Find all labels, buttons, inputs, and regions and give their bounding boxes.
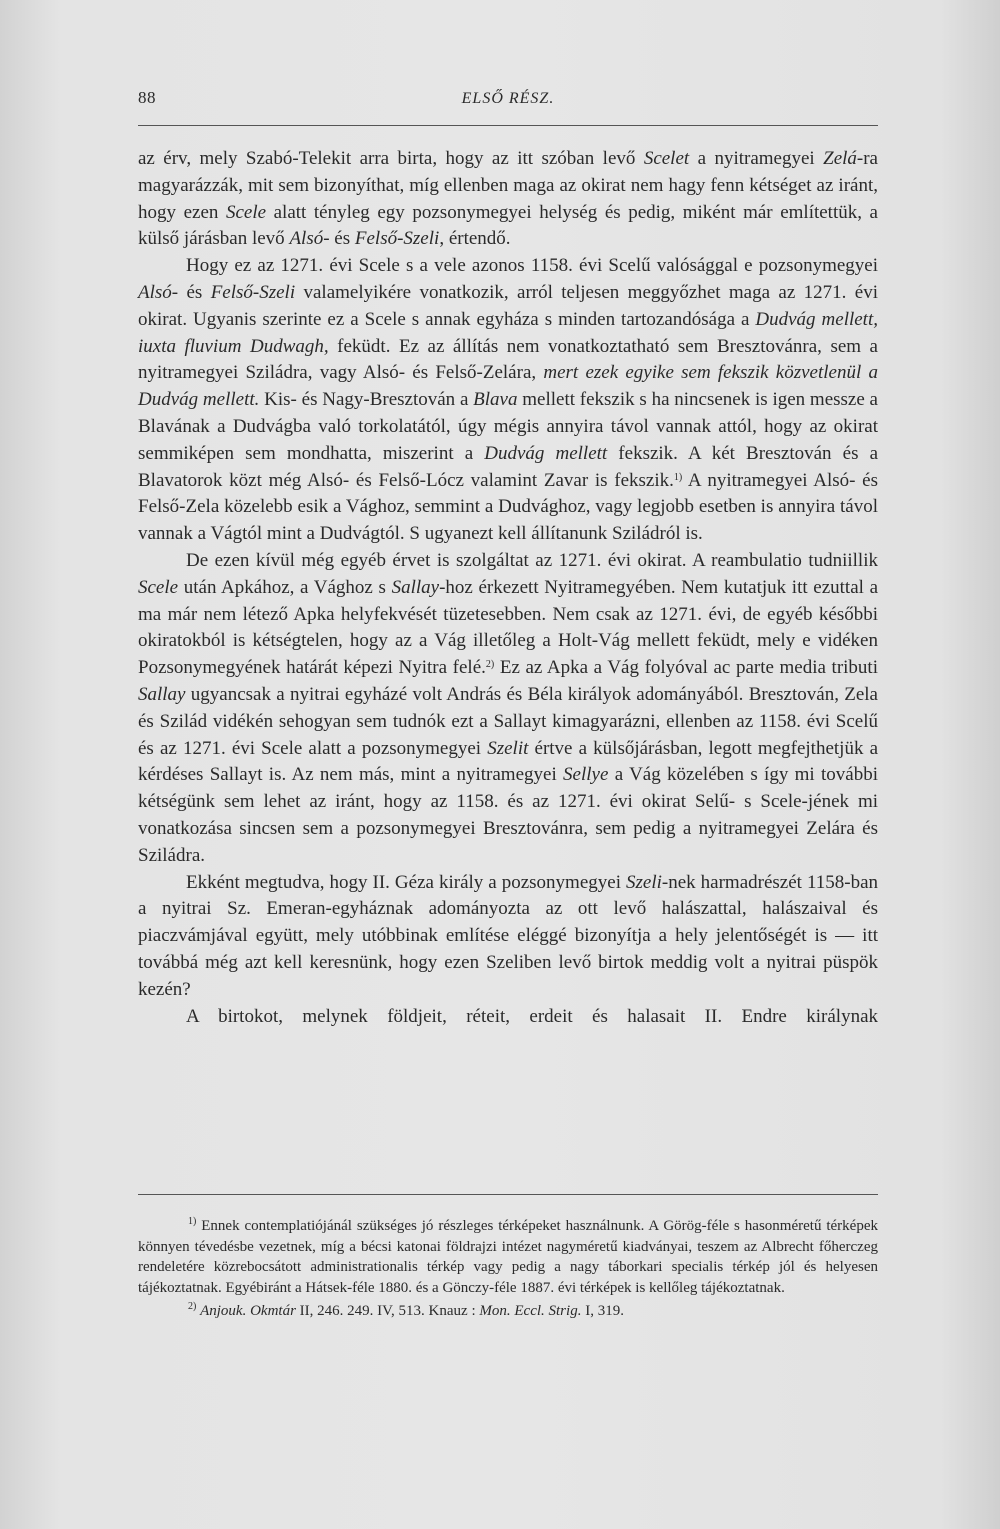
footnote-2 [138,1301,878,1322]
italic-run: Mon. Eccl. Strig. [479,1303,582,1319]
text-run: és [329,228,355,250]
text-run: Ez az Apka a Vág folyóval ac parte media tributi [494,657,878,679]
italic-run: Sallay [391,576,440,598]
footnote-ref: 2) [188,1301,197,1312]
running-title: ELSŐ RÉSZ. [461,90,555,107]
italic-run: Felső-Szeli [354,228,440,250]
italic-run: Sellye [563,764,609,786]
paragraph-5 [138,1004,878,1031]
text-run: ugyancsak a nyitrai egyházé volt András és Béla királyok adományából. Bresztován, Zela és Szilád vidékén sehogyan sem tudnók ezt a Sallayt kimagyarázni, ellenben az 1158. évi Scelű és az 1271. évi Scele alatt a pozsonymegyei [138,683,878,759]
footnotes [138,1216,878,1322]
italic-run: mert ezek egyike sem fekszik közvetlenül a Dudvág mellett. [138,362,878,411]
text-run: mellett fekszik s ha nincsenek is igen messze a Blavának a Dudvágba való torkolatától, úgy mégis annyira távol vannak attól, hogy az okirat semmiképen sem mondhatta, miszerint a [138,389,878,464]
text-run: -ra magyarázzák, mit sem bizonyíthat, míg ellenben maga az okirat nem hagy fenn kétséget az iránt, hogy ezen [138,148,878,223]
footnote-ref: 1) [188,1216,197,1227]
italic-run: Sallay [138,683,186,705]
italic-run: Zelá [823,148,857,169]
italic-run: Szeli [626,871,662,893]
italic-run: Alsó- [138,281,179,303]
italic-run: Szelit [487,737,529,759]
paragraph-4 [138,870,878,1004]
text-run: De ezen kívül még egyéb érvet is szolgáltat az 1271. évi okirat. A reambulatio tudniillik [186,549,878,571]
italic-run: Anjouk. Okmtár [200,1303,296,1319]
text-run: és [178,281,211,303]
italic-run: Scele [225,201,267,223]
paragraph-2 [138,253,878,548]
italic-run: Scele [138,576,179,598]
footnote-ref: 1) [673,471,683,483]
text-run: I, 319. [581,1303,624,1319]
italic-run: Dudvág mellett [484,442,608,464]
main-text [138,146,878,1030]
text-run: A nyitramegyei Alsó- és Felső-Zela közelebb esik a Vághoz, semmint a Dudvághoz, vagy legjobb esetben is annyira távol vannak a Vágtól mint a Dudvágtól. S ugyanezt kell állítanunk Sziládról is. [138,469,879,545]
text-run: értve a külsőjárásban, legott megfejthetjük a kérdéses Sallayt is. Az nem más, mint a nyitramegyei [138,737,879,786]
text-run: -nek harmadrészét 1158-ban a nyitrai Sz. Emeran-egyháznak adományozta az ott levő halászattal, halászaival és piaczvámjával együtt, mely utóbbinak említése eléggé bizonyítja a hely jelentőségét is — itt továbbá még azt kell keresnünk, hogy ezen Szeliben levő birtok meddig volt a nyitrai püspök kezén? [138,871,878,1000]
italic-run: Blava [473,389,518,411]
text-run: után Apkához, a Vághoz s [178,576,392,598]
text-run: Hogy ez az 1271. évi Scele s a vele azonos 1158. évi Scelű valósággal e pozsonymegyei [186,255,878,277]
text-run: , értendő. [439,228,511,250]
italic-run: Felső-Szeli [210,281,296,303]
text-run: Ennek contemplatiójánál szükséges jó részleges térképeket használnunk. A Görög-féle s hasonméretű térképek könnyen tévedésbe vezetnek, míg a bécsi katonai földrajzi intézet nagyméretű kiadványai, teszem az Albrecht főherczeg rendeletére közrebocsátott administrationalis térkép vagy pedig a nagy táborkari specialis térkép jól és helyesen tájékoztatnak. Egyébiránt a Hátsek-féle 1880. és a Gönczy-féle 1887. évi térképek is kellőleg tájékoztatnak. [138,1218,878,1296]
footnote-1 [138,1216,878,1298]
text-run: A birtokot, melynek földjeit, réteit, erdeit és halasait II. Endre királynak [186,1005,878,1027]
text-run: valamelyikére vonatkozik, arról teljesen meggyőzhet maga az 1271. évi okirat. Ugyanis szerinte ez a Scele s annak egyháza s minden tartozandósága a [138,281,878,330]
text-run: feküdt. Ez az állítás nem vonatkoztatható sem Bresztovánra, sem a nyitramegyei Sziládra, vagy Alsó- és Felső-Zelára, [138,335,878,384]
italic-run: Dudvág mellett, iuxta fluvium Dudwagh, [138,308,878,357]
italic-run: Scelet [643,148,690,169]
text-run: alatt tényleg egy pozsonymegyei helység és pedig, miként már említettük, a külső járásban levő [138,201,878,250]
paragraph-1 [138,146,878,253]
footnote-rule [138,1194,878,1195]
text-run: II, 246. 249. IV, 513. Knauz : [295,1303,480,1319]
text-run: a Vág közelében s így mi további kétségünk sem lehet az iránt, hogy az 1158. és az 1271. évi okirat Selű- s Scele-jének mi vonatkozása sincsen sem a pozsonymegyei Bresztovánra, sem pedig a nyitramegyei Zelára és Sziládra. [138,764,878,866]
text-run: az érv, mely Szabó-Telekit arra birta, hogy az itt szóban levő [138,148,644,169]
text-run: a nyitramegyei [689,148,824,169]
header-rule [138,125,878,126]
footnote-ref: 2) [485,659,495,671]
text-run: Ekként megtudva, hogy II. Géza király a pozsonymegyei [186,871,626,893]
text-run: -hoz érkezett Nyitramegyében. Nem kutatjuk itt ezuttal a ma már nem létező Apka helyfekvését tüzetesebben. Nem csak az 1271. évi, de egyéb későbbi okiratokból is kétségtelen, hogy az a Vág illetőleg a Holt-Vág mellett feküdt, mely e vidéken Pozsonymegyének határát képezi Nyitra felé. [138,576,878,679]
italic-run: Alsó- [289,228,330,250]
text-run: Kis- és Nagy-Bresztován a [259,389,474,411]
paragraph-3 [138,548,878,870]
text-run: fekszik. A két Bresztován és a Blavatorok közt még Alsó- és Felső-Lócz valamint Zavar is fekszik. [138,442,878,491]
running-head [138,88,878,118]
page-number: 88 [138,88,156,107]
